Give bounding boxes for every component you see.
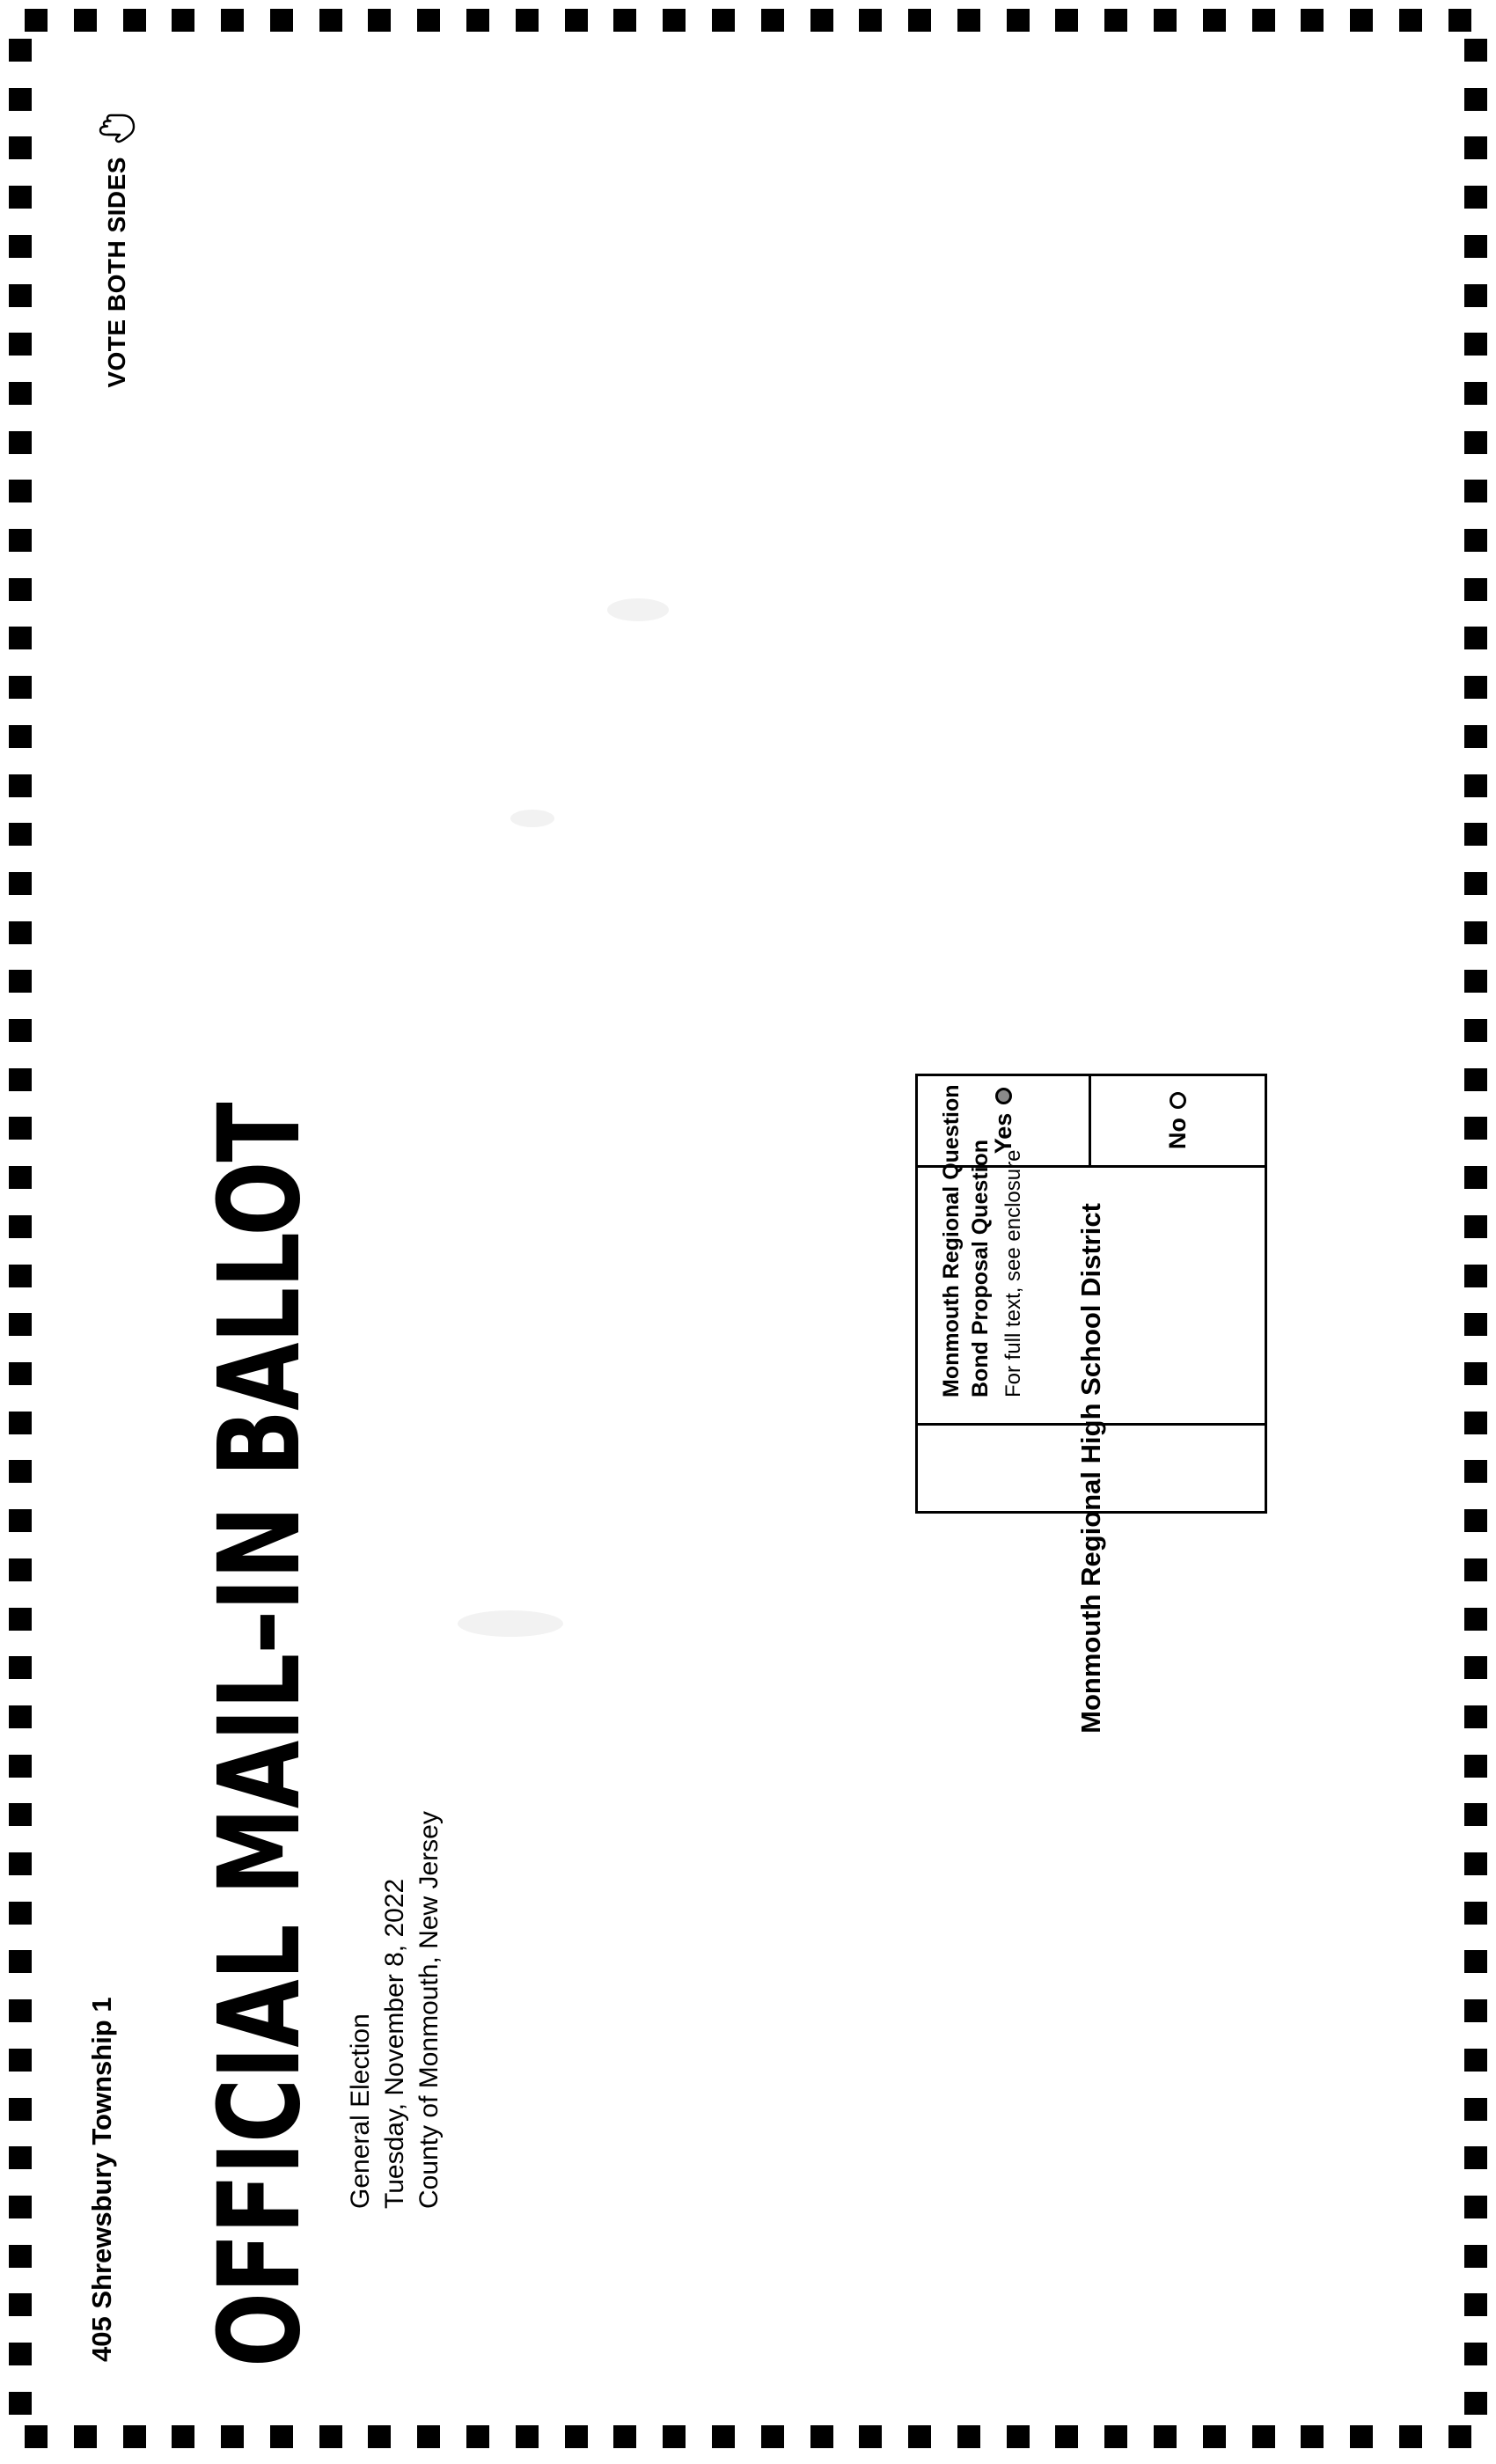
election-subtitle <box>343 1811 446 2209</box>
question-body <box>918 1076 1265 1420</box>
border-dashes-left <box>9 39 32 2415</box>
precinct-label: 405 Shrewsbury Township 1 <box>86 1997 117 2362</box>
border-dashes-right <box>1464 39 1487 2415</box>
election-name: General Election <box>346 2013 375 2209</box>
question-note: For full text, see enclosure <box>1001 1149 1025 1397</box>
choice-no-oval[interactable] <box>1170 1092 1186 1109</box>
choice-no-label: No <box>1164 1118 1191 1149</box>
border-dashes-top <box>25 9 1471 32</box>
election-date: Tuesday, November 8, 2022 <box>380 1878 409 2209</box>
ballot-face <box>70 70 1426 2394</box>
choice-yes-label: Yes <box>989 1112 1016 1155</box>
page-title: OFFICIAL MAIL–IN BALLOT <box>194 1103 326 2367</box>
choice-no[interactable] <box>1091 1076 1265 1165</box>
election-county: County of Monmouth, New Jersey <box>414 1811 444 2209</box>
pointing-hand-icon <box>97 109 137 144</box>
vote-both-sides-label: VOTE BOTH SIDES <box>103 157 130 388</box>
question-district-label: Monmouth Regional High School District <box>1075 1203 1106 1734</box>
choice-yes[interactable] <box>918 1076 1091 1165</box>
question-line-1: Monmouth Regional Question <box>939 1084 964 1397</box>
question-choices <box>918 1076 1265 1168</box>
vote-both-sides-notice <box>97 109 137 388</box>
choice-yes-oval[interactable] <box>995 1088 1012 1104</box>
public-question-box <box>915 1074 1267 1734</box>
border-dashes-bottom <box>25 2425 1471 2448</box>
question-line-2: Bond Proposal Question <box>967 1139 993 1397</box>
